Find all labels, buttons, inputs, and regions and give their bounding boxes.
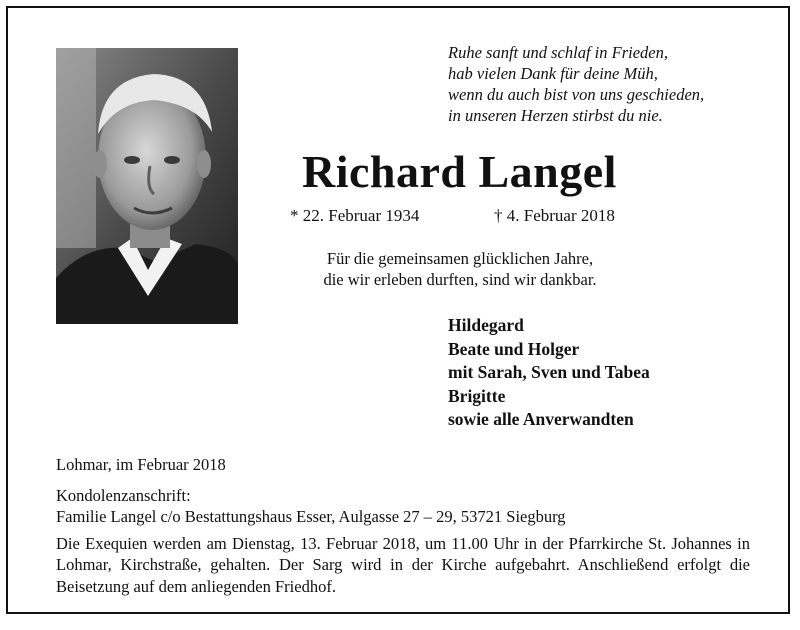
footer-info <box>56 454 750 597</box>
condolence-label: Kondolenzanschrift: <box>56 485 191 505</box>
poem-line: wenn du auch bist von uns geschieden, <box>448 85 705 104</box>
poem-line: hab vielen Dank für deine Müh, <box>448 64 658 83</box>
gratitude-text <box>258 248 662 290</box>
obituary-card <box>6 6 790 614</box>
place-date: Lohmar, im Februar 2018 <box>56 455 226 474</box>
funeral-details: Die Exequien werden am Dienstag, 13. Februar 2018, um 11.00 Uhr in der Pfarrkirche St. Johannes in Lohmar, Kirchstraße, gehalten. Der Sarg wird in der Kirche aufgebahrt. Anschließend erfolgt die Beisetzung auf dem anliegenden Friedhof. <box>56 533 750 596</box>
mourner-line: Hildegard <box>448 315 524 335</box>
spacer <box>56 476 750 485</box>
mourner-line: Beate und Holger <box>448 338 580 359</box>
condolence-address: Familie Langel c/o Bestattungshaus Esser, Aulgasse 27 – 29, 53721 Siegburg <box>56 507 566 526</box>
poem-line: in unseren Herzen stirbst du nie. <box>448 106 663 125</box>
birth-date: * 22. Februar 1934 <box>290 206 420 225</box>
mourner-line: mit Sarah, Sven und Tabea <box>448 362 650 382</box>
gratitude-line: die wir erleben durften, sind wir dankbar. <box>323 270 597 289</box>
death-date: † 4. Februar 2018 <box>494 206 615 225</box>
life-dates <box>290 206 615 226</box>
poem-line: Ruhe sanft und schlaf in Frieden, <box>448 43 668 62</box>
mourner-line: Brigitte <box>448 385 506 406</box>
mourner-line: sowie alle Anverwandten <box>448 409 634 429</box>
portrait-photo <box>56 48 238 324</box>
portrait-illustration <box>56 48 238 324</box>
deceased-name: Richard Langel <box>302 146 617 197</box>
mourners-list <box>448 314 650 432</box>
gratitude-line: Für die gemeinsamen glücklichen Jahre, <box>326 249 594 268</box>
poem <box>448 42 704 126</box>
